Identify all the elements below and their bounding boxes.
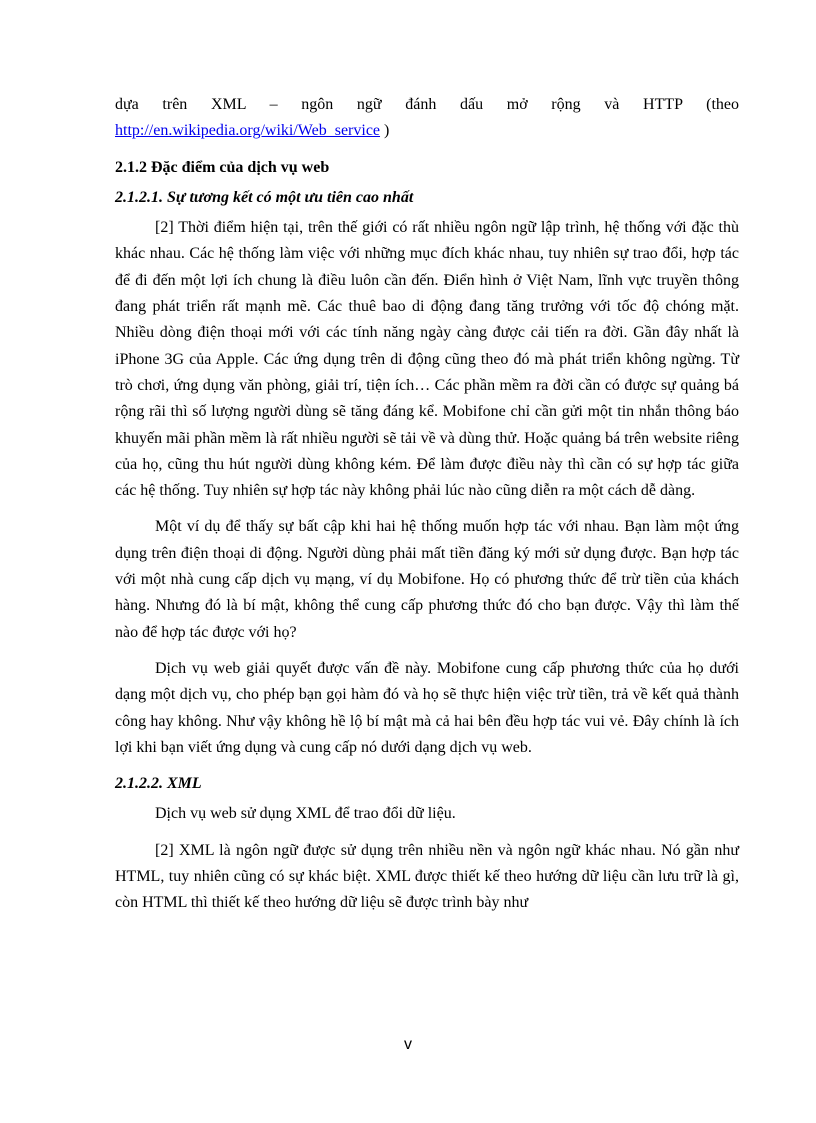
- paragraph-interoperability-intro: [2] Thời điểm hiện tại, trên thế giới có rất nhiều ngôn ngữ lập trình, hệ thống với đặc thù khác nhau. Các hệ thống làm việc với những mục đích khác nhau, tuy nhiên sự trao đổi, hợp tác để đi đến một lợi ích chung là điều luôn cần đến. Điển hình ở Việt Nam, lĩnh vực truyền thông đang phát triển rất mạnh mẽ. Các thuê bao di động đang tăng trưởng với tốc độ chóng mặt. Nhiều dòng điện thoại mới với các tính năng ngày càng được cải tiến ra đời. Gần đây nhất là iPhone 3G của Apple. Các ứng dụng trên di động cũng theo đó mà phát triển không ngừng. Từ trò chơi, ứng dụng văn phòng, giải trí, tiện ích… Các phần mềm ra đời cần có được sự quảng bá rộng rãi thì số lượng người dùng sẽ tăng đáng kể. Mobifone chỉ cần gửi một tin nhắn thông báo khuyến mãi phần mềm là rất nhiều người sẽ tải về và dùng thử. Hoặc quảng bá trên website riêng của họ, cũng thu hút người dùng không kém. Để làm được điều này thì cần có sự hợp tác giữa các hệ thống. Tuy nhiên sự hợp tác này không phải lúc nào cũng diễn ra một cách dễ dàng.: [115, 219, 739, 500]
- paragraph-example: Một ví dụ để thấy sự bất cập khi hai hệ thống muốn hợp tác với nhau. Bạn làm một ứng dụng trên điện thoại di động. Người dùng phải mất tiền đăng ký mới sử dụng được. Bạn hợp tác với một nhà cung cấp dịch vụ mạng, ví dụ Mobifone. Họ có phương thức để trừ tiền của khách hàng. Nhưng đó là bí mật, không thể cung cấp phương thức đó cho bạn được. Vậy thì làm thế nào để hợp tác được với họ?: [115, 518, 739, 641]
- page-number: v: [404, 1036, 412, 1053]
- page-content: [115, 92, 739, 917]
- paragraph-xml-description: [2] XML là ngôn ngữ được sử dụng trên nhiều nền và ngôn ngữ khác nhau. Nó gần như HTML, tuy nhiên cũng có sự khác biệt. XML được thiết kế theo hướng dữ liệu cần lưu trữ là gì, còn HTML thì thiết kế theo hướng dữ liệu sẽ được trình bày như: [115, 841, 739, 912]
- paragraph-solution: Dịch vụ web giải quyết được vấn đề này. Mobifone cung cấp phương thức của họ dưới dạng một dịch vụ, cho phép bạn gọi hàm đó và họ sẽ thực hiện việc trừ tiền, trả về kết quả thành công hay không. Như vậy không hề lộ bí mật mà cả hai bên đều hợp tác vui vẻ. Đây chính là ích lợi khi bạn viết ứng dụng và cung cấp nó dưới dạng dịch vụ web.: [115, 659, 739, 756]
- section-heading-2-1-2: 2.1.2 Đặc điểm của dịch vụ web: [115, 158, 330, 176]
- wikipedia-link[interactable]: http://en.wikipedia.org/wiki/Web_service: [115, 122, 381, 140]
- intro-line: dựa trên XML – ngôn ngữ đánh dấu mở rộng và HTTP (theo: [115, 96, 739, 113]
- section-heading-2-1-2-2: 2.1.2.2. XML: [115, 775, 202, 793]
- paragraph-xml-usage: Dịch vụ web sử dụng XML để trao đổi dữ liệu.: [155, 805, 456, 823]
- intro-close-paren: ): [380, 122, 390, 140]
- intro-link-line: [115, 118, 739, 144]
- section-heading-2-1-2-1: 2.1.2.1. Sự tương kết có một ưu tiên cao nhất: [115, 188, 414, 206]
